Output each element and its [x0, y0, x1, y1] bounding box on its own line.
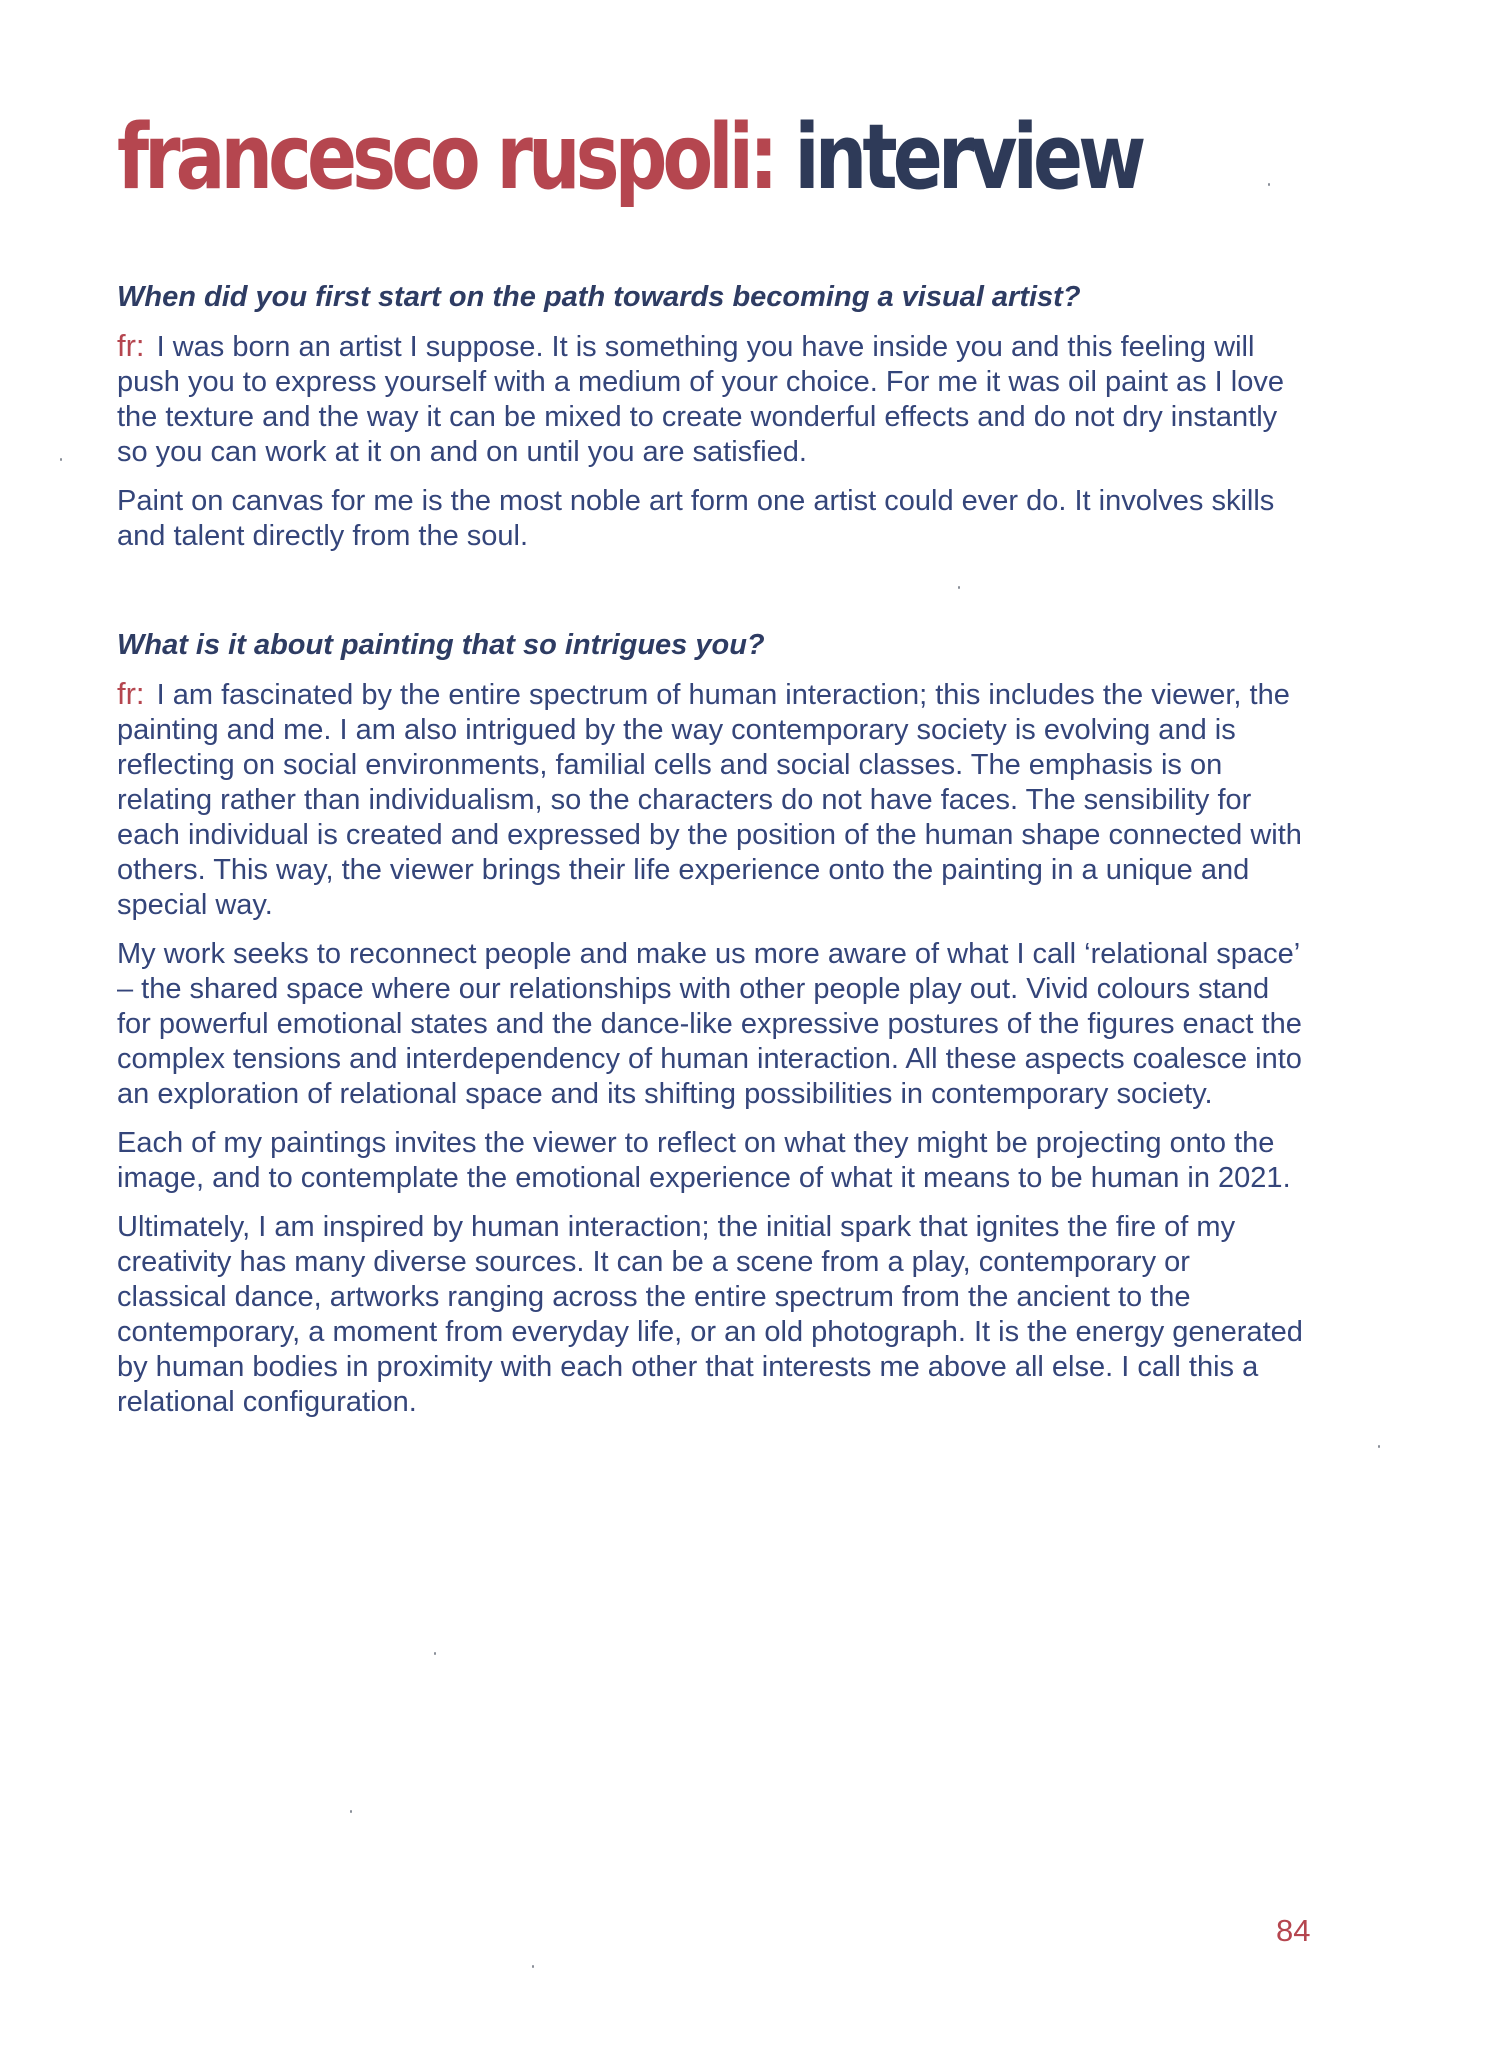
answer-text: I was born an artist I suppose. It is something you have inside you and this feeling will push you to express yourself with a medium of your choice. For me it was oil paint as I love the texture and the way it can be mixed to create wonderful effects and do not dry instantly so you can work at it on and on until you are satisfied.	[117, 331, 1284, 468]
page-number: 84	[1276, 1913, 1311, 1948]
scan-speck	[1268, 183, 1270, 186]
answer-2-paragraph-2	[117, 937, 1307, 1112]
question-1: When did you first start on the path towards becoming a visual artist?	[117, 281, 1081, 313]
scan-speck	[350, 1810, 352, 1813]
answer-text: My work seeks to reconnect people and make us more aware of what I call ‘relational space’ – the shared space where our relationships with other people play out. Vivid colours stand for powerful emotional states and the dance-like expressive postures of the figures enact the complex tensions and interdependency of human interaction. All these aspects coalesce into an exploration of relational space and its shifting possibilities in contemporary society.	[117, 938, 1302, 1110]
interview-section-1	[117, 278, 1307, 554]
answer-text: Paint on canvas for me is the most noble art form one artist could ever do. It involves skills and talent directly from the soul.	[117, 485, 1275, 552]
question-2: What is it about painting that so intrigues you?	[117, 629, 765, 661]
scan-speck	[60, 458, 62, 461]
answer-text: I am fascinated by the entire spectrum of human interaction; this includes the viewer, the painting and me. I am also intrigued by the way contemporary society is evolving and is reflecting on social environments, familial cells and social classes. The emphasis is on relating rather than individualism, so the characters do not have faces. The sensibility for each individual is created and expressed by the position of the human shape connected with others. This way, the viewer brings their life experience onto the painting in a unique and special way.	[117, 679, 1302, 921]
interview-section-2	[117, 626, 1307, 1420]
scan-speck	[1378, 1445, 1380, 1448]
page-title	[117, 105, 1142, 210]
scan-speck	[958, 586, 960, 589]
scan-speck	[532, 1965, 534, 1968]
answer-text: Ultimately, I am inspired by human interaction; the initial spark that ignites the fire of my creativity has many diverse sources. It can be a scene from a play, contemporary or classical dance, artworks ranging across the entire spectrum from the ancient to the contemporary, a moment from everyday life, or an old photograph. It is the energy generated by human bodies in proximity with each other that interests me above all else. I call this a relational configuration.	[117, 1211, 1303, 1418]
answer-1-paragraph-2	[117, 484, 1307, 554]
speaker-label: fr:	[117, 676, 145, 711]
answer-2-paragraph-3	[117, 1126, 1307, 1196]
answer-text: Each of my paintings invites the viewer to reflect on what they might be projecting onto the image, and to contemplate the emotional experience of what it means to be human in 2021.	[117, 1127, 1291, 1194]
scan-speck	[434, 1652, 436, 1655]
interview-body	[117, 278, 1307, 1434]
section-spacer	[117, 568, 1307, 626]
title-artist-name: francesco ruspoli:	[117, 105, 774, 210]
answer-2-paragraph-4	[117, 1210, 1307, 1420]
speaker-label: fr:	[117, 328, 145, 363]
answer-1-paragraph-1	[117, 328, 1307, 470]
answer-2-paragraph-1	[117, 676, 1307, 923]
title-interview-word: interview	[794, 105, 1142, 210]
